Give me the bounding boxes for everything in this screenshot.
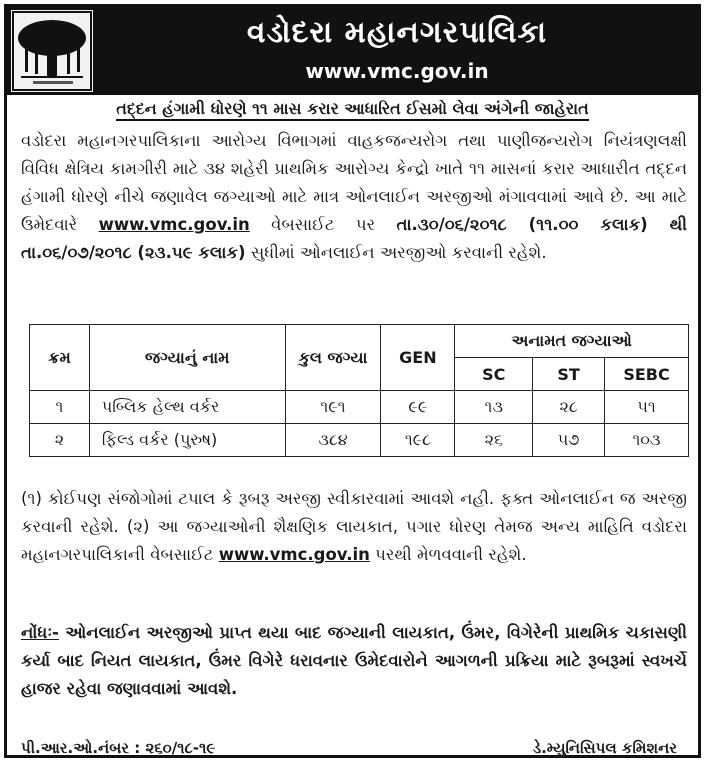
notes-text-1: (૧) કોઈપણ સંજોગોમાં ટપાલ કે રૂબરૂ અરજી સ્વીકારવામાં આવશે નહી. ફક્ત ઓનલાઈન જ અરજી કરવાની રહેશે. (૨) આ જગ્યાઓની શૈક્ષણિક લાયકાત, પગાર ધોરણ તેમજ અન્ય માહિતિ વડોદરા મહાનગરપાલિકાની વેબસાઈટ	[21, 489, 687, 564]
cell-sc: ૧૩	[455, 391, 533, 424]
cell-st: ૫૭	[533, 424, 605, 457]
vmc-logo	[11, 10, 93, 92]
cell-sc: ૨૬	[455, 424, 533, 457]
header-sc: SC	[455, 358, 533, 391]
header-sebc: SEBC	[605, 358, 689, 391]
cell-total: ૩૮૪	[285, 424, 381, 457]
intro-text-3: સુધીમાં ઓનલાઈન અરજીઓ કરવાની રહેશે.	[245, 243, 547, 262]
header-reserved: અનામત જગ્યાઓ	[455, 325, 689, 358]
important-note	[21, 619, 687, 703]
table-header-row	[30, 325, 689, 358]
cell-serial: ૧	[30, 391, 90, 424]
intro-paragraph	[21, 127, 687, 267]
notice-subtitle-text: તદ્દન હંગામી ધોરણે ૧૧ માસ કરાર આધારિત ઈસમો લેવા અંગેની જાહેરાત	[116, 99, 588, 121]
cell-total: ૧૯૧	[285, 391, 381, 424]
table-row	[30, 424, 689, 457]
cell-gen: ૧૯૮	[381, 424, 455, 457]
vacancy-table	[29, 324, 689, 457]
header-post-name: જગ્યાનું નામ	[89, 325, 285, 391]
cell-post-name: પબ્લિક હેલ્થ વર્કર	[89, 391, 285, 424]
footer	[21, 739, 687, 757]
banyan-tree-icon	[11, 10, 93, 92]
notes-text-2: પરથી મેળવવાની રહેશે.	[369, 545, 527, 564]
notes-paragraph	[21, 485, 687, 569]
cell-sebc: ૫૧	[605, 391, 689, 424]
page-title: વડોદરા મહાનગરપાલિકા	[246, 15, 548, 50]
header-banner	[7, 7, 698, 95]
important-note-text: ઓનલાઈન અરજીઓ પ્રાપ્ત થયા બાદ જગ્યાની લાયકાત, ઉંમર, વિગેરેની પ્રાથમિક ચકાસણી કર્યા બાદ નિયત લાયકાત, ઉંમર વિગેરે ધરાવનાર ઉમેદવારોને આગળની પ્રક્રિયા માટે રૂબરૂમાં સ્વખર્ચે હાજર રહેવા જણાવવામાં આવશે.	[21, 623, 687, 698]
important-note-label: નોંધઃ-	[21, 623, 59, 642]
notes-website-link[interactable]: www.vmc.gov.in	[218, 545, 370, 564]
header-total: કુલ જગ્યા	[285, 325, 381, 391]
header-gen: GEN	[381, 325, 455, 391]
signatory: ડે.મ્યુનિસિપલ કમિશનર	[532, 739, 677, 757]
notice-subtitle	[7, 99, 698, 119]
cell-st: ૨૮	[533, 391, 605, 424]
cell-post-name: ફિલ્ડ વર્કર (પુરુષ)	[89, 424, 285, 457]
intro-text-1: વડોદરા મહાનગરપાલિકાના આરોગ્ય વિભાગમાં વાહકજન્યરોગ તથા પાણીજન્યરોગ નિયંત્રણલક્ષી વિવિધ ક્ષેત્રિય કામગીરી માટે ૩૪ શહેરી પ્રાથમિક આરોગ્ય કેન્દ્રો ખાતે ૧૧ માસનાં કરાર આધારીત તદ્દન હંગામી ધોરણે નીચે જણાવેલ જગ્યાઓ માટે માત્ર ઓનલાઈન અરજીઓ મંગાવવામાં આવે છે. આ માટે ઉમેદવારે	[21, 131, 687, 234]
application-dates: તા.૩૦/૦૬/૨૦૧૮ (૧૧.૦૦ કલાક) થી તા.૦૬/૦૭/૨૦૧૮ (૨૩.૫૯ કલાક)	[21, 215, 687, 262]
cell-gen: ૯૯	[381, 391, 455, 424]
intro-text-2: વેબસાઈટ પર	[249, 215, 397, 234]
header-st: ST	[533, 358, 605, 391]
header-serial: ક્રમ	[30, 325, 90, 391]
pro-number: પી.આર.ઓ.નંબર : ૨૬૦/૧૮-૧૯	[21, 739, 216, 757]
advertisement-frame	[4, 4, 701, 758]
intro-website-link[interactable]: www.vmc.gov.in	[98, 215, 250, 234]
header-website-url: www.vmc.gov.in	[305, 59, 489, 83]
cell-serial: ૨	[30, 424, 90, 457]
cell-sebc: ૧૦૩	[605, 424, 689, 457]
table-row	[30, 391, 689, 424]
